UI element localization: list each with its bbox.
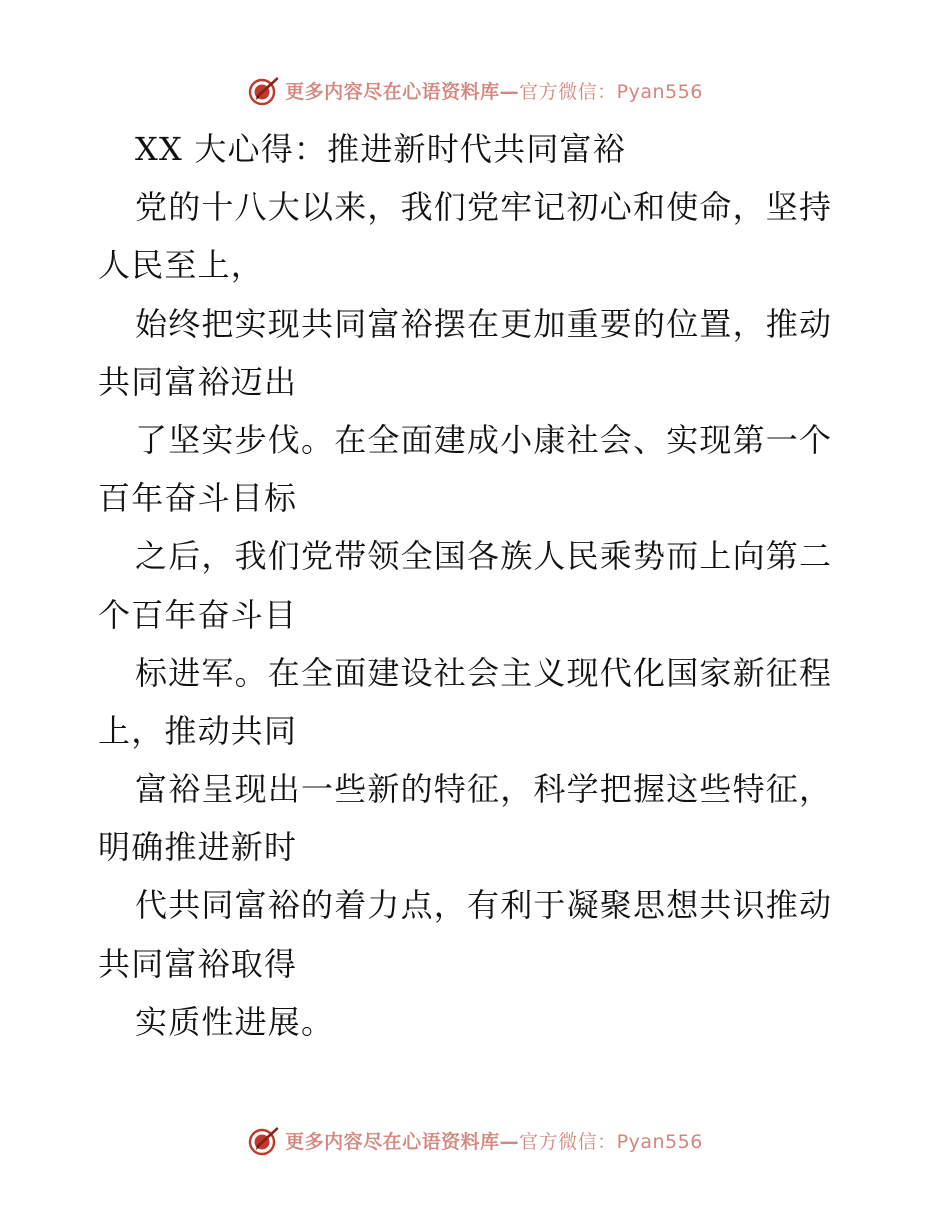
banner-separator: —: [499, 1130, 520, 1153]
text-line: 实质性进展。: [135, 1002, 335, 1041]
document-body: [98, 120, 858, 1051]
text-line: 标进军。在全面建设社会主义现代化国家新征程: [135, 653, 833, 692]
banner-text: [285, 77, 703, 104]
text-line: 明确推进新时: [98, 828, 298, 867]
text-line: 始终把实现共同富裕摆在更加重要的位置，推动: [135, 304, 833, 343]
brand-text: 更多内容尽在心语资料库: [285, 1130, 500, 1153]
header-banner: [0, 70, 950, 110]
text-line: 富裕呈现出一些新的特征，科学把握这些特征，: [135, 770, 833, 809]
wechat-text: 官方微信：Pyan556: [519, 80, 703, 103]
text-line: 百年奋斗目标: [98, 479, 298, 518]
text-line: 共同富裕取得: [98, 944, 298, 983]
text-line: 个百年奋斗目: [98, 595, 298, 634]
text-line: 人民至上，: [98, 246, 265, 285]
paragraph: [98, 178, 858, 1051]
banner-text: [285, 1127, 703, 1154]
quill-pen-seal-icon: [247, 1123, 281, 1157]
text-line: 上，推动共同: [98, 711, 298, 750]
text-line: 代共同富裕的着力点，有利于凝聚思想共识推动: [135, 886, 833, 925]
text-line: 共同富裕迈出: [98, 362, 298, 401]
banner-separator: —: [499, 80, 520, 103]
text-line: 党的十八大以来，我们党牢记初心和使命，坚持: [135, 188, 833, 227]
footer-banner: [0, 1120, 950, 1160]
brand-text: 更多内容尽在心语资料库: [285, 80, 500, 103]
wechat-text: 官方微信：Pyan556: [519, 1130, 703, 1153]
quill-pen-seal-icon: [247, 73, 281, 107]
document-title: XX 大心得：推进新时代共同富裕: [135, 130, 626, 168]
text-line: 之后，我们党带领全国各族人民乘势而上向第二: [135, 537, 833, 576]
text-line: 了坚实步伐。在全面建成小康社会、实现第一个: [135, 420, 833, 459]
